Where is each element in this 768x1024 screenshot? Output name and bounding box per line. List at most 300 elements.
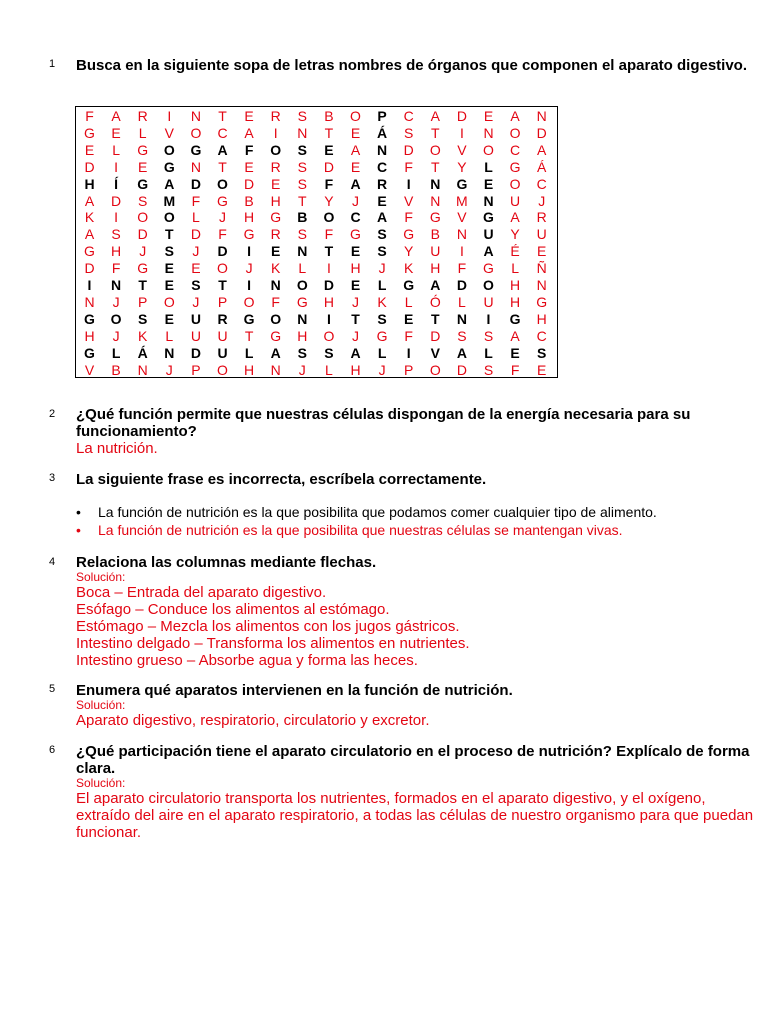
grid-letter: S xyxy=(377,310,387,327)
question-number-2: 2 xyxy=(49,408,56,420)
grid-letter: B xyxy=(324,108,334,124)
grid-letter: R xyxy=(270,226,281,243)
grid-letter: L xyxy=(377,277,387,293)
grid-letter: T xyxy=(431,124,440,141)
grid-letter: E xyxy=(324,141,334,158)
grid-letter: H xyxy=(297,327,308,344)
grid-letter: O xyxy=(296,277,308,293)
grid-letter: O xyxy=(110,310,122,327)
question-2-text: ¿Qué función permite que nuestras células dispongan de la energía necesaria para su funcionamiento? xyxy=(76,406,691,440)
grid-letter: F xyxy=(404,158,413,175)
grid-letter: F xyxy=(191,192,201,209)
grid-row xyxy=(76,108,557,125)
grid-letter: F xyxy=(457,260,467,277)
grid-letter: T xyxy=(244,327,254,344)
grid-letter: N xyxy=(456,310,467,327)
grid-letter: G xyxy=(483,209,494,226)
grid-letter: T xyxy=(218,158,227,175)
grid-letter: T xyxy=(324,243,334,260)
grid-letter: I xyxy=(87,277,92,293)
grid-row xyxy=(76,159,557,176)
grid-letter: K xyxy=(404,260,414,277)
grid-letter: T xyxy=(298,192,307,209)
question-number-4: 4 xyxy=(49,556,56,568)
grid-letter: S xyxy=(164,243,174,260)
grid-letter: G xyxy=(243,310,255,327)
grid-row xyxy=(76,209,557,226)
grid-letter: F xyxy=(404,327,413,344)
grid-letter: D xyxy=(217,243,228,260)
question-6-solution-label: Solución: xyxy=(76,776,126,790)
grid-letter: F xyxy=(324,226,334,243)
grid-letter: U xyxy=(217,344,228,361)
grid-letter: R xyxy=(270,108,281,124)
grid-letter: O xyxy=(483,141,494,158)
grid-letter: I xyxy=(326,310,331,327)
grid-letter: D xyxy=(323,277,334,293)
grid-letter: P xyxy=(138,293,148,310)
grid-letter: G xyxy=(190,141,202,158)
question-4-answer-line-2: Esófago – Conduce los alimentos al estómago. xyxy=(76,601,390,618)
grid-letter: E xyxy=(350,277,361,293)
question-6-answer: El aparato circulatorio transporta los nutrientes, formados en el aparato digestivo, y el oxígeno, extraído del aire en el aparato respiratorio, a todas las células de nuestro organismo para que puedan funcionar. xyxy=(76,790,754,841)
grid-letter: D xyxy=(190,175,201,192)
grid-letter: A xyxy=(270,344,281,361)
grid-letter: I xyxy=(459,124,464,141)
grid-letter: L xyxy=(298,260,307,277)
grid-letter: S xyxy=(377,226,387,243)
grid-letter: T xyxy=(324,124,334,141)
grid-letter: G xyxy=(350,226,361,243)
grid-letter: B xyxy=(297,209,308,226)
grid-letter: E xyxy=(138,158,148,175)
grid-letter: G xyxy=(296,293,308,310)
grid-letter: T xyxy=(138,277,147,293)
grid-letter: O xyxy=(163,141,175,158)
grid-letter: D xyxy=(403,141,414,158)
grid-letter: D xyxy=(190,344,201,361)
question-4-answer-line-4: Intestino delgado – Transforma los alimentos en nutrientes. xyxy=(76,635,470,652)
grid-letter: J xyxy=(112,327,120,344)
grid-letter: T xyxy=(431,310,440,327)
incorrect-sentence-text: La función de nutrición es la que posibilita que podamos comer cualquier tipo de alimento. xyxy=(98,504,657,520)
grid-letter: D xyxy=(456,277,467,293)
question-4-answer-line-5: Intestino grueso – Absorbe agua y forma las heces. xyxy=(76,652,418,669)
grid-letter: C xyxy=(510,141,521,158)
grid-letter: J xyxy=(139,243,147,260)
grid-letter: E xyxy=(537,243,547,260)
grid-letter: J xyxy=(298,361,306,378)
grid-letter: S xyxy=(297,141,307,158)
grid-letter: N xyxy=(270,361,281,378)
grid-letter: D xyxy=(84,158,95,175)
grid-letter: I xyxy=(114,158,119,175)
grid-letter: O xyxy=(270,141,282,158)
grid-letter: I xyxy=(167,108,172,124)
grid-letter: O xyxy=(483,277,494,293)
grid-letter: O xyxy=(509,175,521,192)
grid-letter: E xyxy=(483,175,494,192)
grid-letter: G xyxy=(270,209,282,226)
grid-letter: B xyxy=(244,192,254,209)
grid-letter: U xyxy=(510,192,521,209)
grid-row xyxy=(76,243,557,260)
grid-letter: H xyxy=(510,277,521,293)
grid-letter: R xyxy=(137,108,148,124)
grid-letter: F xyxy=(404,209,413,226)
grid-letter: L xyxy=(324,361,333,378)
grid-letter: N xyxy=(190,158,201,175)
grid-letter: N xyxy=(297,124,308,141)
grid-letter: D xyxy=(190,226,201,243)
grid-letter: U xyxy=(483,293,494,310)
grid-letter: E xyxy=(350,243,361,260)
grid-letter: O xyxy=(217,175,228,192)
grid-letter: Á xyxy=(537,158,547,175)
grid-letter: S xyxy=(377,243,387,260)
question-4-solution-label: Solución: xyxy=(76,570,126,584)
grid-letter: G xyxy=(84,124,95,141)
grid-letter: L xyxy=(404,293,413,310)
grid-letter: B xyxy=(111,361,121,378)
grid-letter: N xyxy=(536,277,547,293)
grid-letter: C xyxy=(217,124,228,141)
grid-letter: H xyxy=(510,293,521,310)
grid-letter: D xyxy=(84,260,95,277)
grid-letter: K xyxy=(84,209,95,226)
grid-letter: A xyxy=(350,344,361,361)
grid-letter: S xyxy=(404,124,414,141)
corrected-sentence-text: La función de nutrición es la que posibilita que nuestras células se mantengan vivas. xyxy=(98,522,623,538)
grid-letter: F xyxy=(271,293,280,310)
grid-letter: J xyxy=(538,192,546,209)
grid-letter: V xyxy=(457,141,467,158)
grid-letter: L xyxy=(112,141,120,158)
grid-letter: O xyxy=(509,124,521,141)
grid-letter: E xyxy=(164,310,174,327)
question-3-text: La siguiente frase es incorrecta, escríbela correctamente. xyxy=(76,471,487,488)
grid-letter: L xyxy=(484,344,493,361)
grid-letter: G xyxy=(137,175,149,192)
grid-letter: D xyxy=(244,175,255,192)
grid-letter: Á xyxy=(377,124,388,141)
grid-letter: L xyxy=(165,327,174,344)
grid-letter: P xyxy=(217,293,228,310)
question-5-answer: Aparato digestivo, respiratorio, circulatorio y excretor. xyxy=(76,712,430,729)
grid-letter: A xyxy=(510,108,520,124)
grid-letter: Y xyxy=(404,243,414,260)
grid-letter: N xyxy=(190,108,201,124)
grid-letter: G xyxy=(429,209,441,226)
question-4-answer-line-3: Estómago – Mezcla los alimentos con los jugos gástricos. xyxy=(76,618,460,635)
grid-letter: O xyxy=(217,361,228,378)
grid-letter: G xyxy=(137,260,149,277)
grid-letter: N xyxy=(483,192,494,209)
grid-letter: D xyxy=(111,192,122,209)
grid-letter: L xyxy=(511,260,519,277)
grid-letter: O xyxy=(350,108,361,124)
grid-letter: T xyxy=(165,226,174,243)
grid-letter: P xyxy=(404,361,414,378)
grid-letter: F xyxy=(510,361,520,378)
grid-letter: S xyxy=(191,277,201,293)
grid-row xyxy=(76,294,557,311)
grid-letter: U xyxy=(430,243,441,260)
grid-letter: H xyxy=(84,175,95,192)
grid-letter: G xyxy=(483,260,494,277)
grid-letter: A xyxy=(430,108,440,124)
grid-letter: F xyxy=(324,175,334,192)
grid-row xyxy=(76,260,557,277)
grid-letter: Á xyxy=(137,344,148,361)
grid-letter: V xyxy=(404,192,414,209)
grid-letter: U xyxy=(190,327,201,344)
grid-letter: P xyxy=(191,361,201,378)
grid-letter: V xyxy=(430,344,440,361)
grid-letter: S xyxy=(537,344,547,361)
grid-letter: N xyxy=(270,277,281,293)
grid-letter: O xyxy=(429,361,441,378)
grid-letter: S xyxy=(324,344,334,361)
grid-letter: J xyxy=(219,209,226,226)
grid-letter: E xyxy=(350,158,361,175)
bullet-dot: • xyxy=(76,522,81,538)
grid-letter: F xyxy=(85,108,94,124)
grid-letter: G xyxy=(403,226,415,243)
grid-letter: O xyxy=(163,209,175,226)
grid-letter: R xyxy=(270,158,281,175)
grid-row xyxy=(76,176,557,193)
grid-letter: N xyxy=(137,361,148,378)
grid-letter: N xyxy=(430,192,441,209)
grid-letter: S xyxy=(297,344,307,361)
question-number-5: 5 xyxy=(49,683,56,695)
question-5-text: Enumera qué aparatos intervienen en la función de nutrición. xyxy=(76,682,513,699)
question-number-6: 6 xyxy=(49,744,56,756)
grid-letter: N xyxy=(297,310,308,327)
question-number-3: 3 xyxy=(49,472,56,484)
grid-letter: G xyxy=(217,192,228,209)
grid-letter: Ñ xyxy=(536,260,547,277)
grid-letter: H xyxy=(244,209,255,226)
grid-letter: J xyxy=(378,260,386,277)
grid-letter: S xyxy=(297,108,307,124)
grid-letter: G xyxy=(270,327,282,344)
grid-letter: M xyxy=(163,192,176,209)
grid-letter: H xyxy=(244,361,255,378)
grid-letter: L xyxy=(111,344,121,361)
grid-letter: O xyxy=(323,209,335,226)
grid-letter: I xyxy=(247,243,252,260)
grid-letter: U xyxy=(217,327,228,344)
grid-letter: R xyxy=(217,310,228,327)
grid-letter: L xyxy=(191,209,200,226)
grid-letter: N xyxy=(377,141,388,158)
grid-letter: É xyxy=(510,243,520,260)
grid-letter: N xyxy=(536,108,547,124)
grid-letter: A xyxy=(456,344,467,361)
grid-letter: H xyxy=(350,260,361,277)
grid-letter: T xyxy=(218,108,227,124)
grid-letter: I xyxy=(247,277,252,293)
grid-letter: G xyxy=(536,293,548,310)
grid-letter: O xyxy=(243,293,255,310)
grid-letter: N xyxy=(111,277,122,293)
grid-row xyxy=(76,328,557,345)
grid-letter: E xyxy=(164,277,174,293)
grid-letter: E xyxy=(191,260,201,277)
grid-letter: Y xyxy=(324,192,334,209)
grid-letter: O xyxy=(429,141,441,158)
grid-letter: A xyxy=(377,209,388,226)
grid-letter: E xyxy=(483,108,494,124)
grid-letter: A xyxy=(510,209,520,226)
grid-letter: H xyxy=(270,192,281,209)
grid-letter: D xyxy=(456,108,467,124)
grid-letter: E xyxy=(244,158,254,175)
grid-letter: H xyxy=(84,327,95,344)
grid-letter: B xyxy=(430,226,440,243)
grid-letter: V xyxy=(457,209,467,226)
grid-row xyxy=(76,193,557,210)
grid-letter: A xyxy=(537,141,547,158)
grid-letter: L xyxy=(377,344,387,361)
question-4-text: Relaciona las columnas mediante flechas. xyxy=(76,554,377,571)
grid-letter: E xyxy=(111,124,121,141)
grid-letter: A xyxy=(217,141,228,158)
grid-letter: G xyxy=(403,277,415,293)
question-4-answer-line-1: Boca – Entrada del aparato digestivo. xyxy=(76,584,327,601)
grid-letter: F xyxy=(218,226,227,243)
grid-letter: J xyxy=(352,293,359,310)
grid-letter: J xyxy=(245,260,253,277)
grid-letter: I xyxy=(273,124,278,141)
grid-letter: J xyxy=(112,293,120,310)
grid-letter: G xyxy=(509,158,521,175)
grid-row xyxy=(76,345,557,362)
grid-letter: H xyxy=(350,361,361,378)
grid-letter: G xyxy=(84,243,95,260)
grid-letter: D xyxy=(323,158,334,175)
grid-letter: U xyxy=(483,226,494,243)
grid-letter: E xyxy=(510,344,520,361)
grid-letter: E xyxy=(244,108,254,124)
grid-letter: O xyxy=(323,327,335,344)
grid-letter: A xyxy=(84,192,95,209)
grid-letter: D xyxy=(430,327,441,344)
grid-letter: N xyxy=(84,293,95,310)
grid-letter: S xyxy=(297,226,307,243)
grid-letter: S xyxy=(111,226,121,243)
grid-letter: E xyxy=(271,175,281,192)
grid-letter: G xyxy=(509,310,521,327)
grid-letter: T xyxy=(351,310,360,327)
grid-letter: Ó xyxy=(429,293,441,310)
grid-letter: I xyxy=(486,310,491,327)
grid-letter: I xyxy=(406,175,411,192)
grid-letter: L xyxy=(244,344,254,361)
grid-row xyxy=(76,362,557,379)
grid-letter: R xyxy=(377,175,388,192)
grid-letter: S xyxy=(457,327,467,344)
grid-letter: E xyxy=(350,124,361,141)
grid-row xyxy=(76,277,557,294)
grid-letter: A xyxy=(483,243,494,260)
grid-letter: C xyxy=(350,209,361,226)
grid-letter: G xyxy=(163,158,175,175)
grid-letter: K xyxy=(377,293,387,310)
question-number-1: 1 xyxy=(49,58,56,70)
grid-letter: S xyxy=(297,158,307,175)
grid-letter: C xyxy=(403,108,414,124)
bullet-dot: • xyxy=(76,504,81,520)
grid-letter: J xyxy=(352,192,359,209)
grid-letter: J xyxy=(192,293,200,310)
grid-letter: G xyxy=(137,141,149,158)
grid-letter: J xyxy=(165,361,173,378)
grid-letter: I xyxy=(114,209,119,226)
grid-letter: S xyxy=(138,310,148,327)
grid-letter: Y xyxy=(457,158,467,175)
question-6-text: ¿Qué participación tiene el aparato circulatorio en el proceso de nutrición? Explícalo de forma clara. xyxy=(76,743,750,777)
grid-letter: N xyxy=(164,344,175,361)
grid-letter: A xyxy=(244,124,254,141)
grid-letter: A xyxy=(430,277,441,293)
grid-letter: I xyxy=(459,243,464,260)
grid-letter: H xyxy=(323,293,334,310)
grid-letter: A xyxy=(350,141,361,158)
question-1-text: Busca en la siguiente sopa de letras nombres de órganos que componen el aparato digestivo. xyxy=(76,57,748,74)
grid-letter: V xyxy=(84,361,95,378)
grid-row xyxy=(76,142,557,159)
grid-letter: G xyxy=(456,175,468,192)
grid-letter: Y xyxy=(510,226,520,243)
grid-letter: G xyxy=(84,310,95,327)
grid-letter: S xyxy=(297,175,307,192)
grid-letter: H xyxy=(536,310,547,327)
grid-letter: O xyxy=(217,260,228,277)
grid-letter: A xyxy=(510,327,520,344)
grid-letter: D xyxy=(456,361,467,378)
grid-letter: S xyxy=(483,361,494,378)
grid-letter: C xyxy=(536,327,547,344)
grid-letter: E xyxy=(537,361,547,378)
grid-letter: D xyxy=(536,124,547,141)
grid-letter: A xyxy=(84,226,95,243)
question-2-answer: La nutrición. xyxy=(76,440,158,457)
grid-letter: F xyxy=(244,141,254,158)
grid-letter: O xyxy=(270,310,282,327)
grid-letter: E xyxy=(84,141,95,158)
grid-letter: H xyxy=(111,243,122,260)
grid-letter: H xyxy=(430,260,441,277)
grid-letter: O xyxy=(190,124,202,141)
grid-letter: S xyxy=(483,327,494,344)
grid-letter: I xyxy=(406,344,411,361)
grid-row xyxy=(76,311,557,328)
grid-letter: N xyxy=(456,226,467,243)
grid-letter: G xyxy=(243,226,255,243)
grid-letter: V xyxy=(164,124,174,141)
grid-letter: Í xyxy=(114,175,119,192)
grid-letter: K xyxy=(271,260,281,277)
question-5-solution-label: Solución: xyxy=(76,698,126,712)
grid-letter: K xyxy=(138,327,148,344)
grid-letter: C xyxy=(536,175,547,192)
grid-letter: D xyxy=(137,226,148,243)
grid-letter: R xyxy=(536,209,547,226)
grid-letter: F xyxy=(111,260,121,277)
